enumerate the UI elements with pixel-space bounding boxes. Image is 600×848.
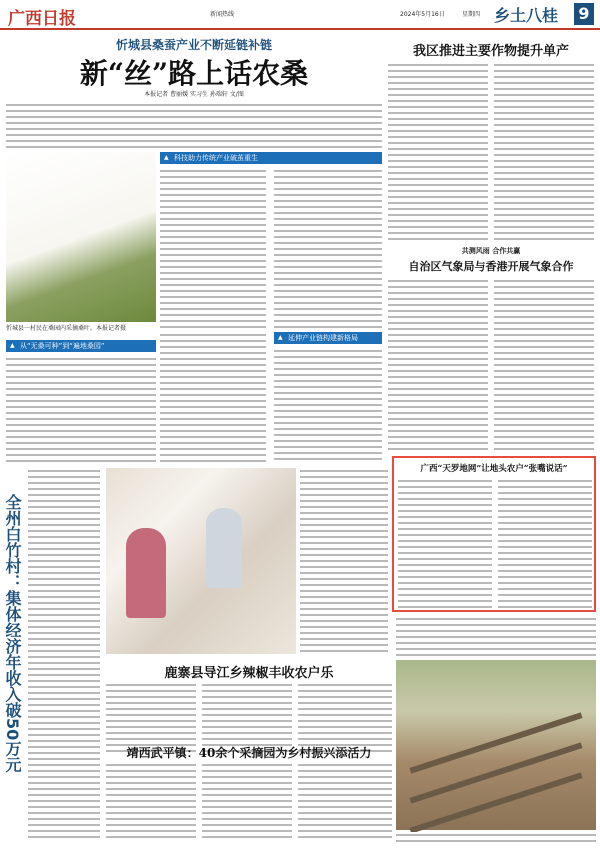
photo-fields <box>396 660 596 830</box>
masthead-weekday: 星期四 <box>462 11 481 18</box>
lead-paragraph <box>6 102 382 148</box>
col-text <box>494 62 594 242</box>
col-text <box>498 478 592 608</box>
col-text <box>106 762 196 842</box>
headline: 我区推进主要作物提升单产 <box>412 44 569 59</box>
photo-pepper <box>106 468 296 654</box>
col-text <box>202 762 292 842</box>
section-title: 乡土八桂 <box>494 6 559 25</box>
worker-figure <box>126 528 166 618</box>
article-picking-garden <box>106 740 392 844</box>
article-pepper-harvest <box>106 656 392 736</box>
col-text <box>388 62 488 242</box>
col-text <box>274 348 382 462</box>
kicker: 共测风雨 合作共赢 <box>461 247 521 255</box>
col-text <box>6 356 156 462</box>
headline: 全州白竹村：集体经济年收入破50万元 <box>3 494 22 773</box>
col-text <box>396 616 596 656</box>
article-crop-yield <box>388 34 594 244</box>
col-text <box>398 478 492 608</box>
article-weather-hk <box>388 246 594 456</box>
col-text <box>494 278 594 454</box>
article-baizhu-village <box>4 468 102 844</box>
article-silk-road <box>6 34 382 464</box>
masthead-date: 2024年5月16日 <box>400 11 445 18</box>
field-row <box>409 742 582 803</box>
side-column <box>300 468 388 654</box>
headline: 广西“天罗地网”让地头农户“张嘴说话” <box>420 464 568 474</box>
col-text <box>298 762 392 842</box>
subhead-1: ▲ 从“无桑可种”到“遍地桑园” <box>6 340 156 352</box>
newspaper-logo: 广西日报 <box>8 9 76 29</box>
headline: 鹿寨县导江乡辣椒丰收农户乐 <box>164 666 334 681</box>
field-row <box>409 772 582 833</box>
field-row <box>409 712 582 773</box>
kicker: 忻城县桑蚕产业不断延链补链 <box>115 38 272 52</box>
headline: 自治区气象局与香港开展气象合作 <box>408 260 574 273</box>
worker-figure <box>206 508 242 588</box>
photo-caption <box>396 832 596 846</box>
subhead-2: ▲ 科技助力传统产业破茧重生 <box>160 152 382 164</box>
headline: 靖西武平镇：40余个采摘园为乡村振兴添活力 <box>126 746 372 760</box>
col-text <box>160 168 266 328</box>
col-text <box>274 168 382 328</box>
byline: 本报记者 曹丽媛 实习生 孙瑞轩 文/图 <box>144 91 244 98</box>
col-text <box>160 332 266 462</box>
subhead-3: ▲ 延伸产业链构建新格局 <box>274 332 382 344</box>
page-number: 9 <box>574 3 594 25</box>
photo-caption: 忻城县一村民在桑园内采摘桑叶。本报记者摄 <box>6 325 127 332</box>
col-text <box>28 468 100 838</box>
headline: 新“丝”路上话农桑 <box>79 57 309 90</box>
col-text <box>388 278 488 454</box>
masthead-nav: 新闻热线 <box>210 11 235 18</box>
masthead <box>0 0 600 30</box>
photo-mulberry <box>6 152 156 322</box>
article-tianluodiwang <box>392 456 596 612</box>
